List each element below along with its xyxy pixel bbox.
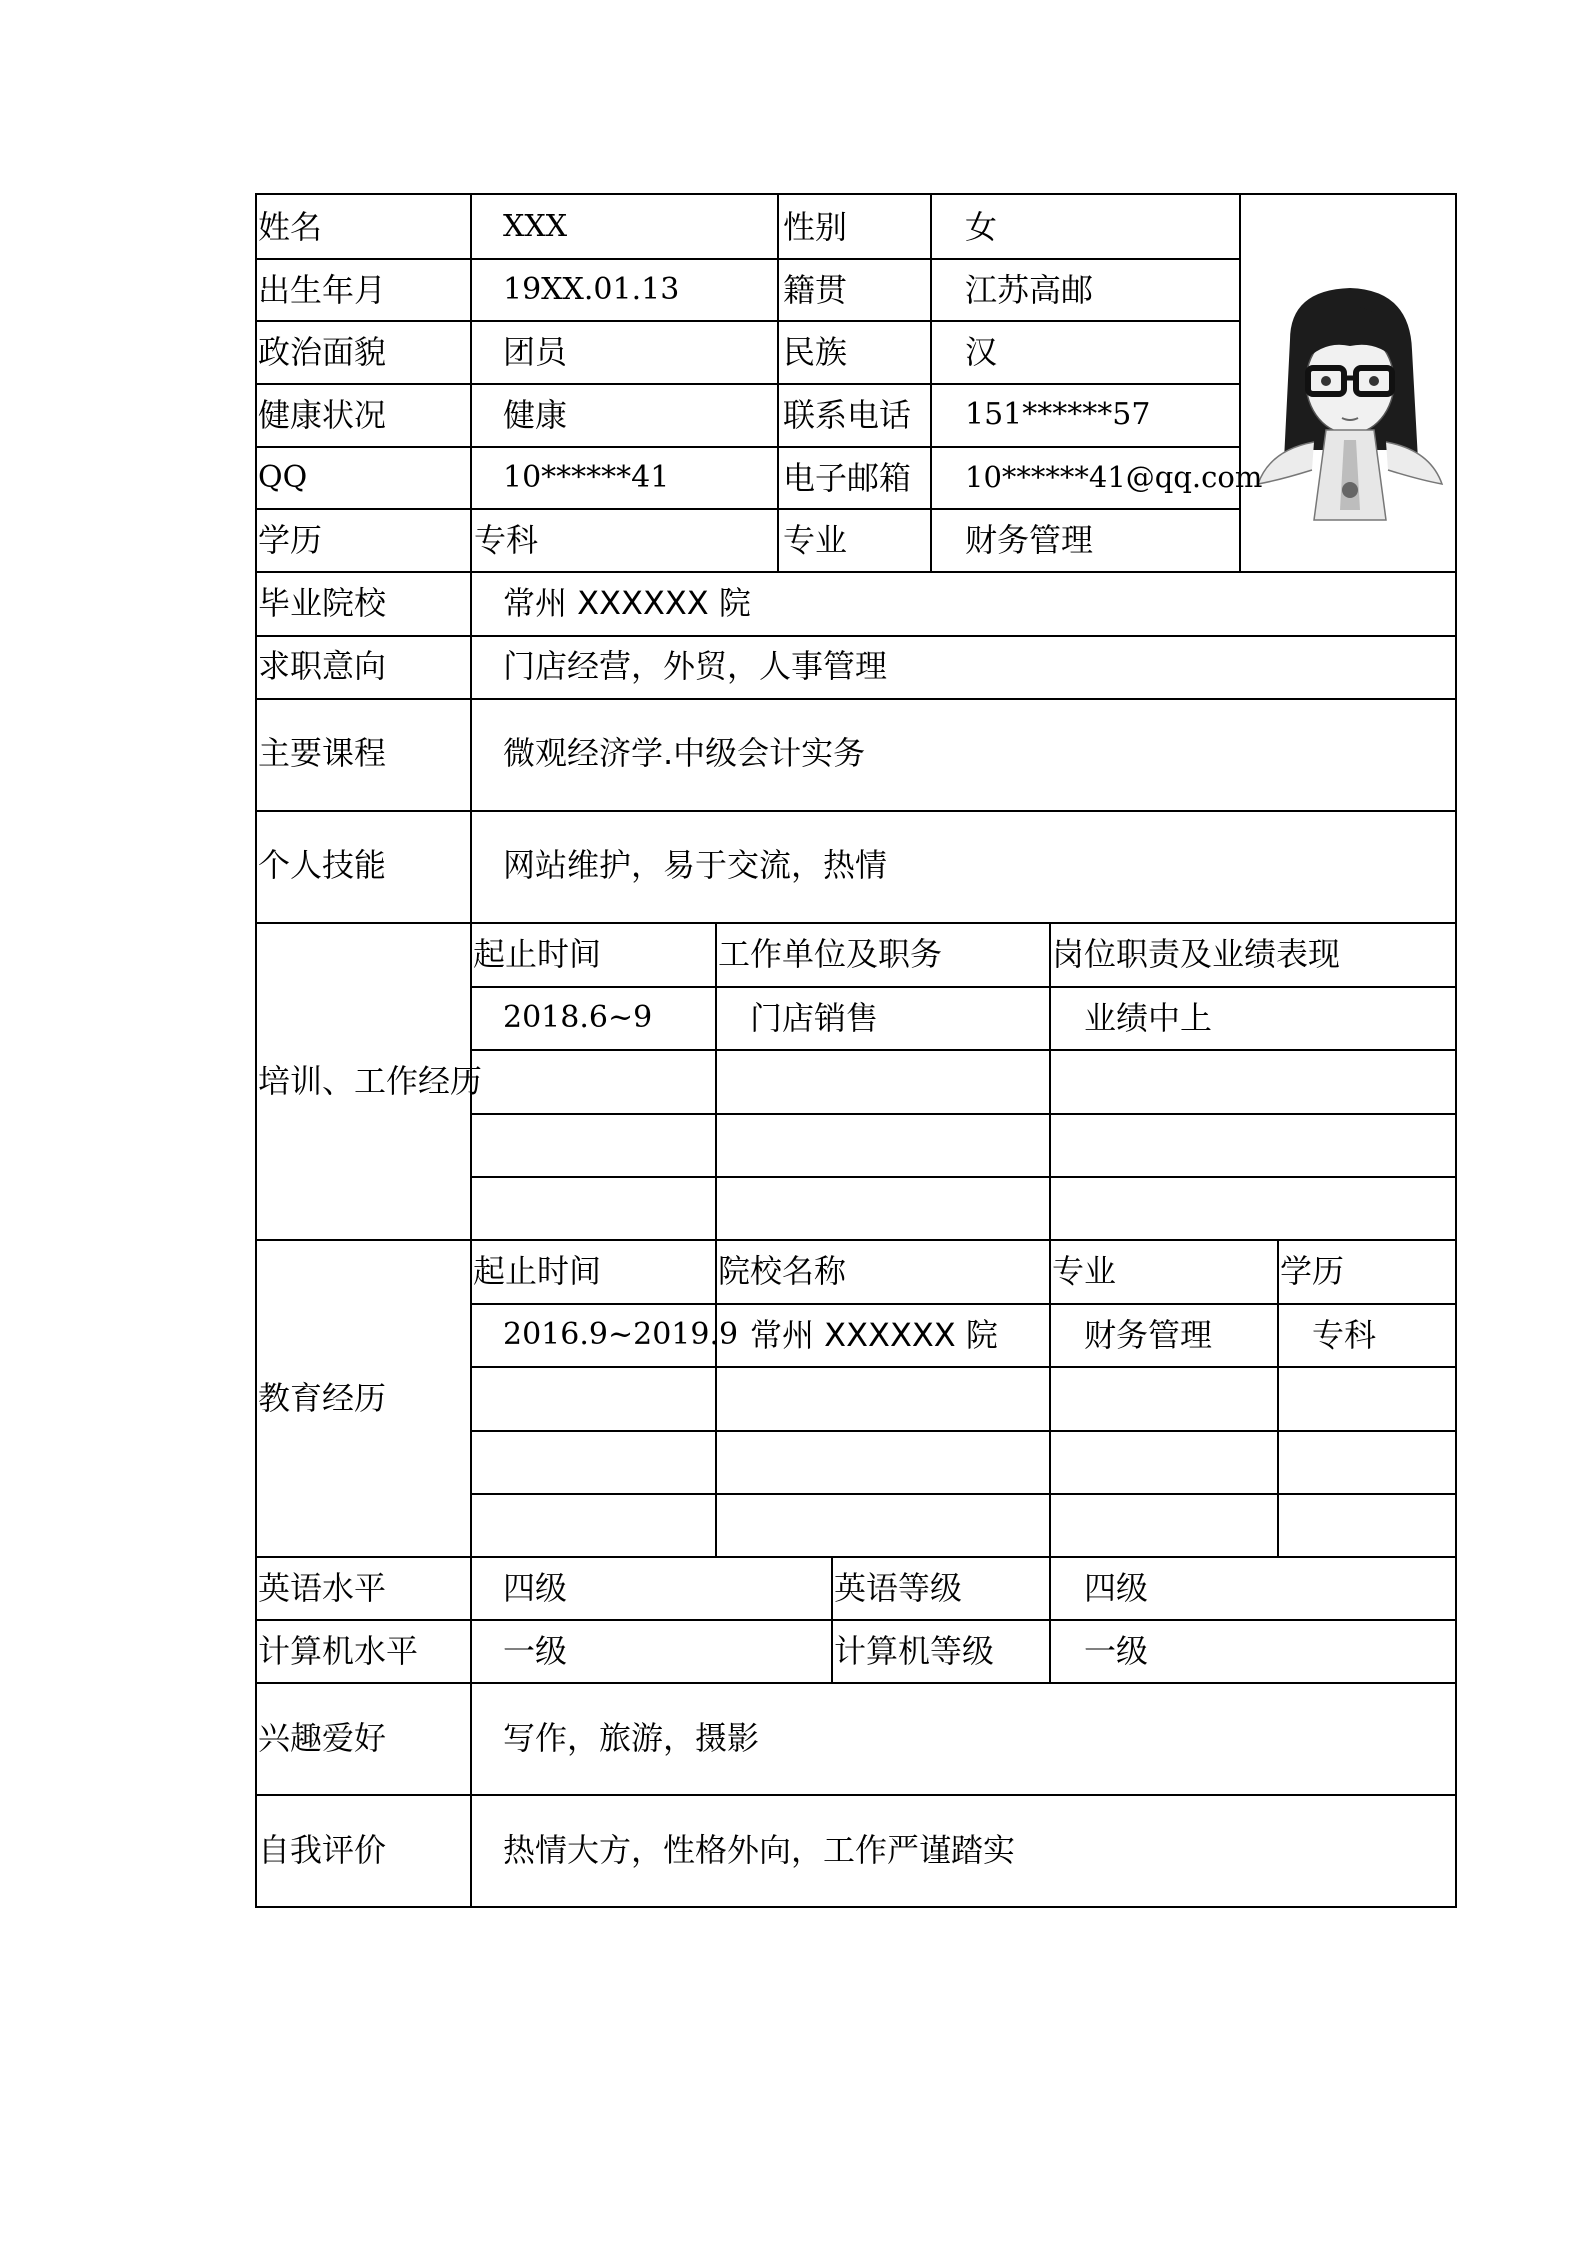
ethnicity-label: 民族: [783, 333, 848, 371]
row-line: [255, 446, 1241, 448]
edu-row-degree: 专科: [1312, 1316, 1377, 1354]
row-line: [255, 1682, 1457, 1684]
skills-label: 个人技能: [258, 846, 387, 884]
col-line: [1277, 1239, 1279, 1556]
row-line: [255, 1794, 1457, 1796]
work-row-employer: 门店销售: [750, 999, 879, 1037]
edu-row-major: 财务管理: [1084, 1316, 1213, 1354]
cartoon-girl-illustration: [1250, 270, 1450, 540]
row-line: [255, 698, 1457, 700]
col-line: [777, 193, 779, 573]
work-experience-label: 培训、工作经历: [258, 1062, 483, 1100]
computer-level-value: 一级: [503, 1632, 568, 1670]
name-value: XXX: [503, 209, 568, 244]
self-evaluation-label: 自我评价: [258, 1831, 387, 1869]
row-line: [470, 1113, 1457, 1115]
row-line: [255, 1619, 1457, 1621]
computer-grade-value: 一级: [1084, 1632, 1149, 1670]
work-header-duties: 岗位职责及业绩表现: [1052, 935, 1341, 973]
row-line: [470, 1430, 1457, 1432]
school-value: 常州 XXXXXX 院: [503, 584, 751, 622]
self-evaluation-value: 热情大方，性格外向，工作严谨踏实: [503, 1831, 1016, 1869]
row-line: [470, 1366, 1457, 1368]
col-line: [470, 193, 472, 1908]
degree-label: 学历: [258, 521, 323, 559]
table-border-top: [255, 193, 1457, 195]
birth-value: 19XX.01.13: [503, 272, 680, 307]
row-line: [255, 635, 1457, 637]
name-label: 姓名: [258, 208, 323, 246]
edu-row-school: 常州 XXXXXX 院: [750, 1316, 998, 1354]
edu-header-period: 起止时间: [473, 1252, 602, 1290]
row-line: [255, 810, 1457, 812]
english-level-label: 英语水平: [258, 1569, 387, 1607]
major-value: 财务管理: [965, 521, 1094, 559]
political-status-label: 政治面貌: [258, 333, 387, 371]
birth-label: 出生年月: [258, 271, 387, 309]
row-line: [255, 922, 1457, 924]
qq-label: QQ: [258, 460, 308, 495]
work-row-period: 2018.6~9: [503, 1000, 653, 1035]
computer-grade-label: 计算机等级: [834, 1632, 995, 1670]
col-line: [930, 193, 932, 573]
row-line: [255, 508, 1241, 510]
health-label: 健康状况: [258, 396, 387, 434]
col-line: [715, 922, 717, 1556]
col-line: [831, 1556, 833, 1682]
hobbies-value: 写作，旅游，摄影: [503, 1719, 760, 1757]
hobbies-label: 兴趣爱好: [258, 1719, 387, 1757]
degree-value: 专科: [474, 521, 539, 559]
profile-photo: [1250, 270, 1450, 540]
education-label: 教育经历: [258, 1379, 387, 1417]
col-line: [1239, 193, 1241, 573]
col-line: [1049, 922, 1051, 1556]
qq-value: 10******41: [503, 460, 670, 495]
row-line: [470, 1176, 1457, 1178]
email-label: 电子邮箱: [783, 459, 912, 497]
skills-value: 网站维护，易于交流，热情: [503, 846, 888, 884]
row-line: [470, 1303, 1457, 1305]
table-border-right: [1455, 193, 1457, 1908]
row-line: [255, 1556, 1457, 1558]
school-label: 毕业院校: [258, 584, 387, 622]
health-value: 健康: [503, 396, 568, 434]
english-grade-label: 英语等级: [834, 1569, 963, 1607]
native-place-label: 籍贯: [783, 271, 848, 309]
major-label: 专业: [783, 521, 848, 559]
row-line: [255, 320, 1241, 322]
courses-label: 主要课程: [258, 734, 387, 772]
computer-level-label: 计算机水平: [258, 1632, 419, 1670]
gender-label: 性别: [783, 208, 848, 246]
ethnicity-value: 汉: [965, 333, 998, 371]
row-line: [255, 258, 1241, 260]
political-status-value: 团员: [503, 333, 568, 371]
work-row-duties: 业绩中上: [1084, 999, 1213, 1037]
courses-value: 微观经济学.中级会计实务: [503, 734, 866, 772]
work-header-employer: 工作单位及职务: [718, 935, 943, 973]
table-border-bottom: [255, 1906, 1457, 1908]
work-header-period: 起止时间: [473, 935, 602, 973]
job-intention-value: 门店经营，外贸，人事管理: [503, 647, 888, 685]
edu-header-degree: 学历: [1280, 1252, 1345, 1290]
phone-value: 151******57: [965, 397, 1151, 432]
table-border-left: [255, 193, 257, 1908]
edu-row-period: 2016.9~2019.9: [503, 1317, 739, 1352]
email-value: 10******41@qq.com: [965, 460, 1263, 494]
gender-value: 女: [965, 208, 998, 246]
row-line: [255, 571, 1457, 573]
edu-header-school: 院校名称: [718, 1252, 847, 1290]
col-line: [1049, 1556, 1051, 1682]
row-line: [470, 1493, 1457, 1495]
job-intention-label: 求职意向: [258, 647, 387, 685]
english-level-value: 四级: [503, 1569, 568, 1607]
english-grade-value: 四级: [1084, 1569, 1149, 1607]
row-line: [470, 986, 1457, 988]
edu-header-major: 专业: [1052, 1252, 1117, 1290]
phone-label: 联系电话: [783, 396, 912, 434]
row-line: [255, 383, 1241, 385]
native-place-value: 江苏高邮: [965, 271, 1094, 309]
row-line: [470, 1049, 1457, 1051]
